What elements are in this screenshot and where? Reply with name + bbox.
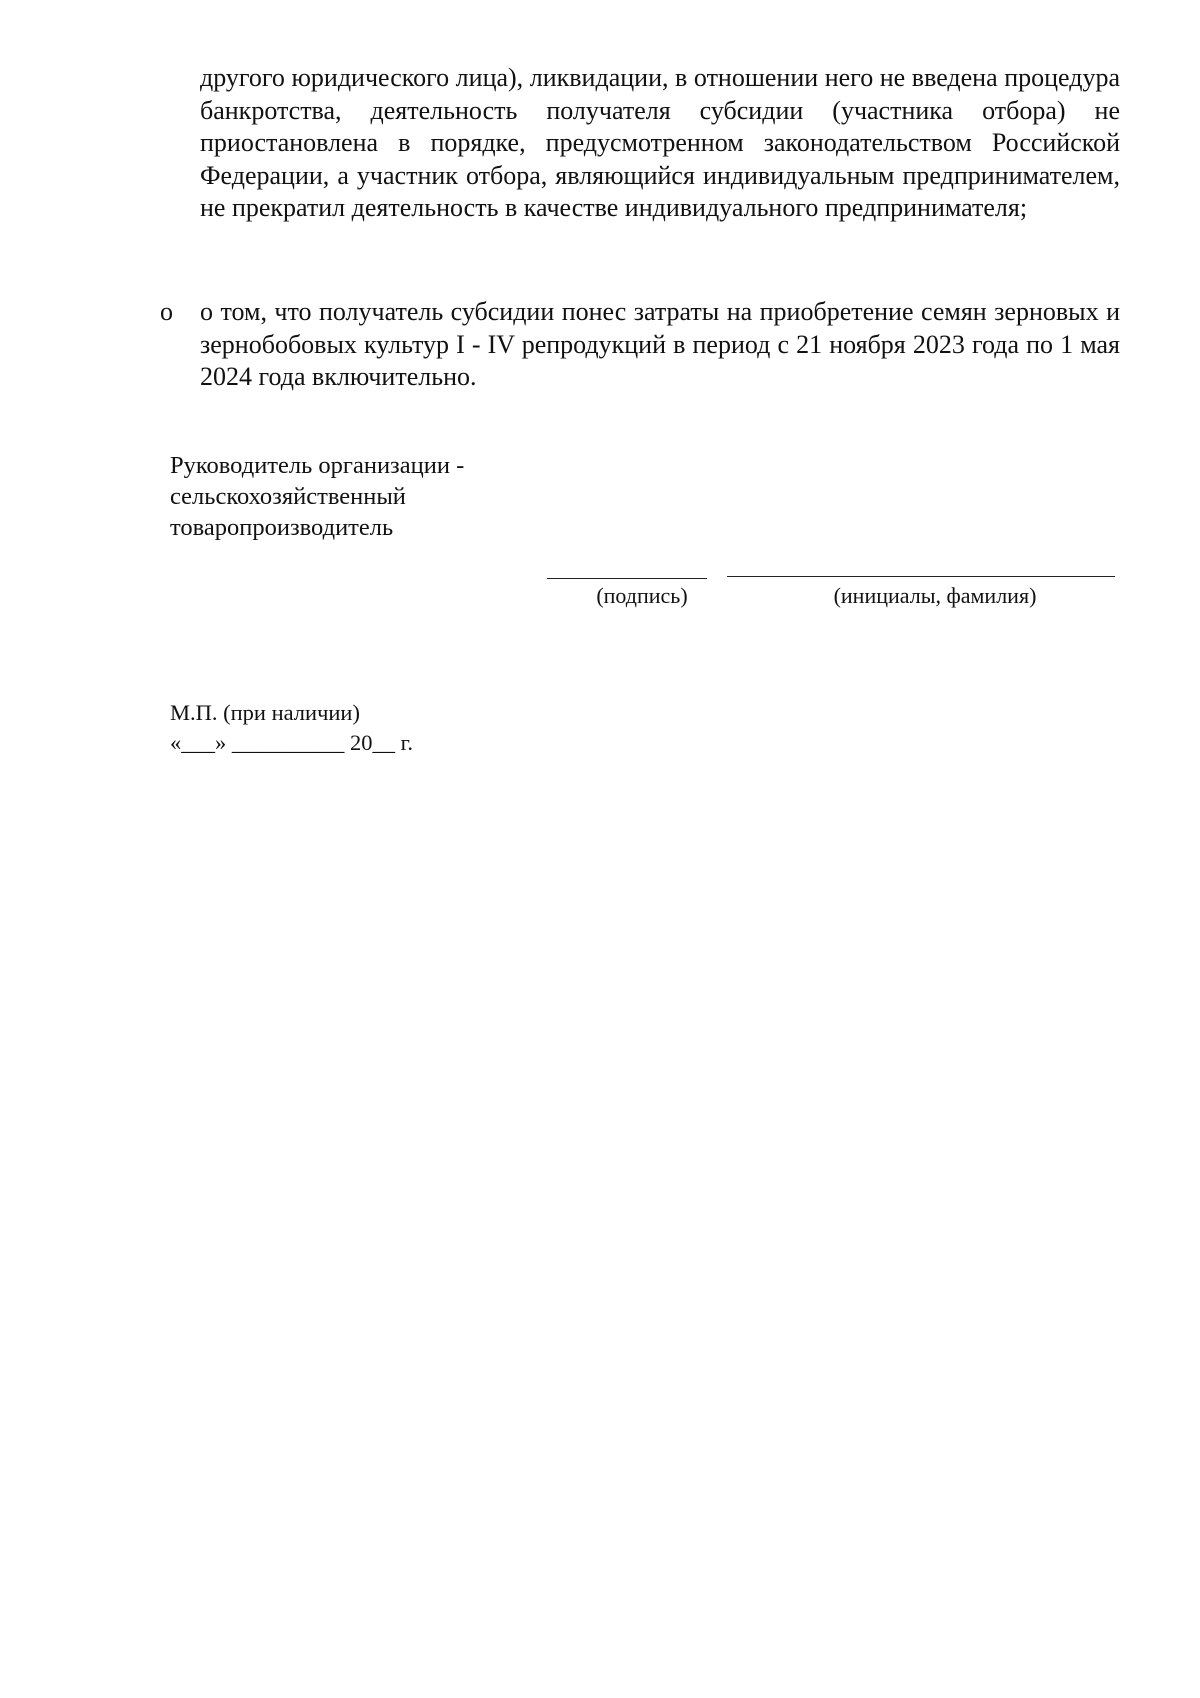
signer-title [170, 450, 590, 543]
signer-title-line: товаропроизводитель [170, 514, 394, 541]
signature-line [547, 578, 707, 579]
bullet-text: о том, что получатель субсидии понес затраты на приобретение семян зерновых и зернобобовых культур I - IV репродукций в период с 21 ноября 2023 года по 1 мая 2024 года включительно. [200, 297, 1120, 391]
bullet-circle-icon: o [160, 297, 173, 326]
name-caption: (инициалы, фамилия) [833, 583, 1037, 608]
signer-title-line: Руководитель организации - [170, 452, 465, 479]
signature-caption: (подпись) [596, 583, 688, 608]
name-line [727, 576, 1115, 577]
stamp-note: М.П. (при наличии) [170, 700, 360, 725]
date-line: «___» __________ 20__ г. [170, 730, 413, 755]
signer-title-line: сельскохозяйственный [170, 483, 406, 510]
continued-paragraph: другого юридического лица), ликвидации, в отношении него не введена процедура банкротства, деятельность получателя субсидии (участника отбора) не приостановлена в порядке, предусмотренном законодательством Российской Федерации, а участник отбора, являющийся индивидуальным предпринимателем, не прекратил деятельность в качестве индивидуального предпринимателя; [200, 63, 1120, 222]
